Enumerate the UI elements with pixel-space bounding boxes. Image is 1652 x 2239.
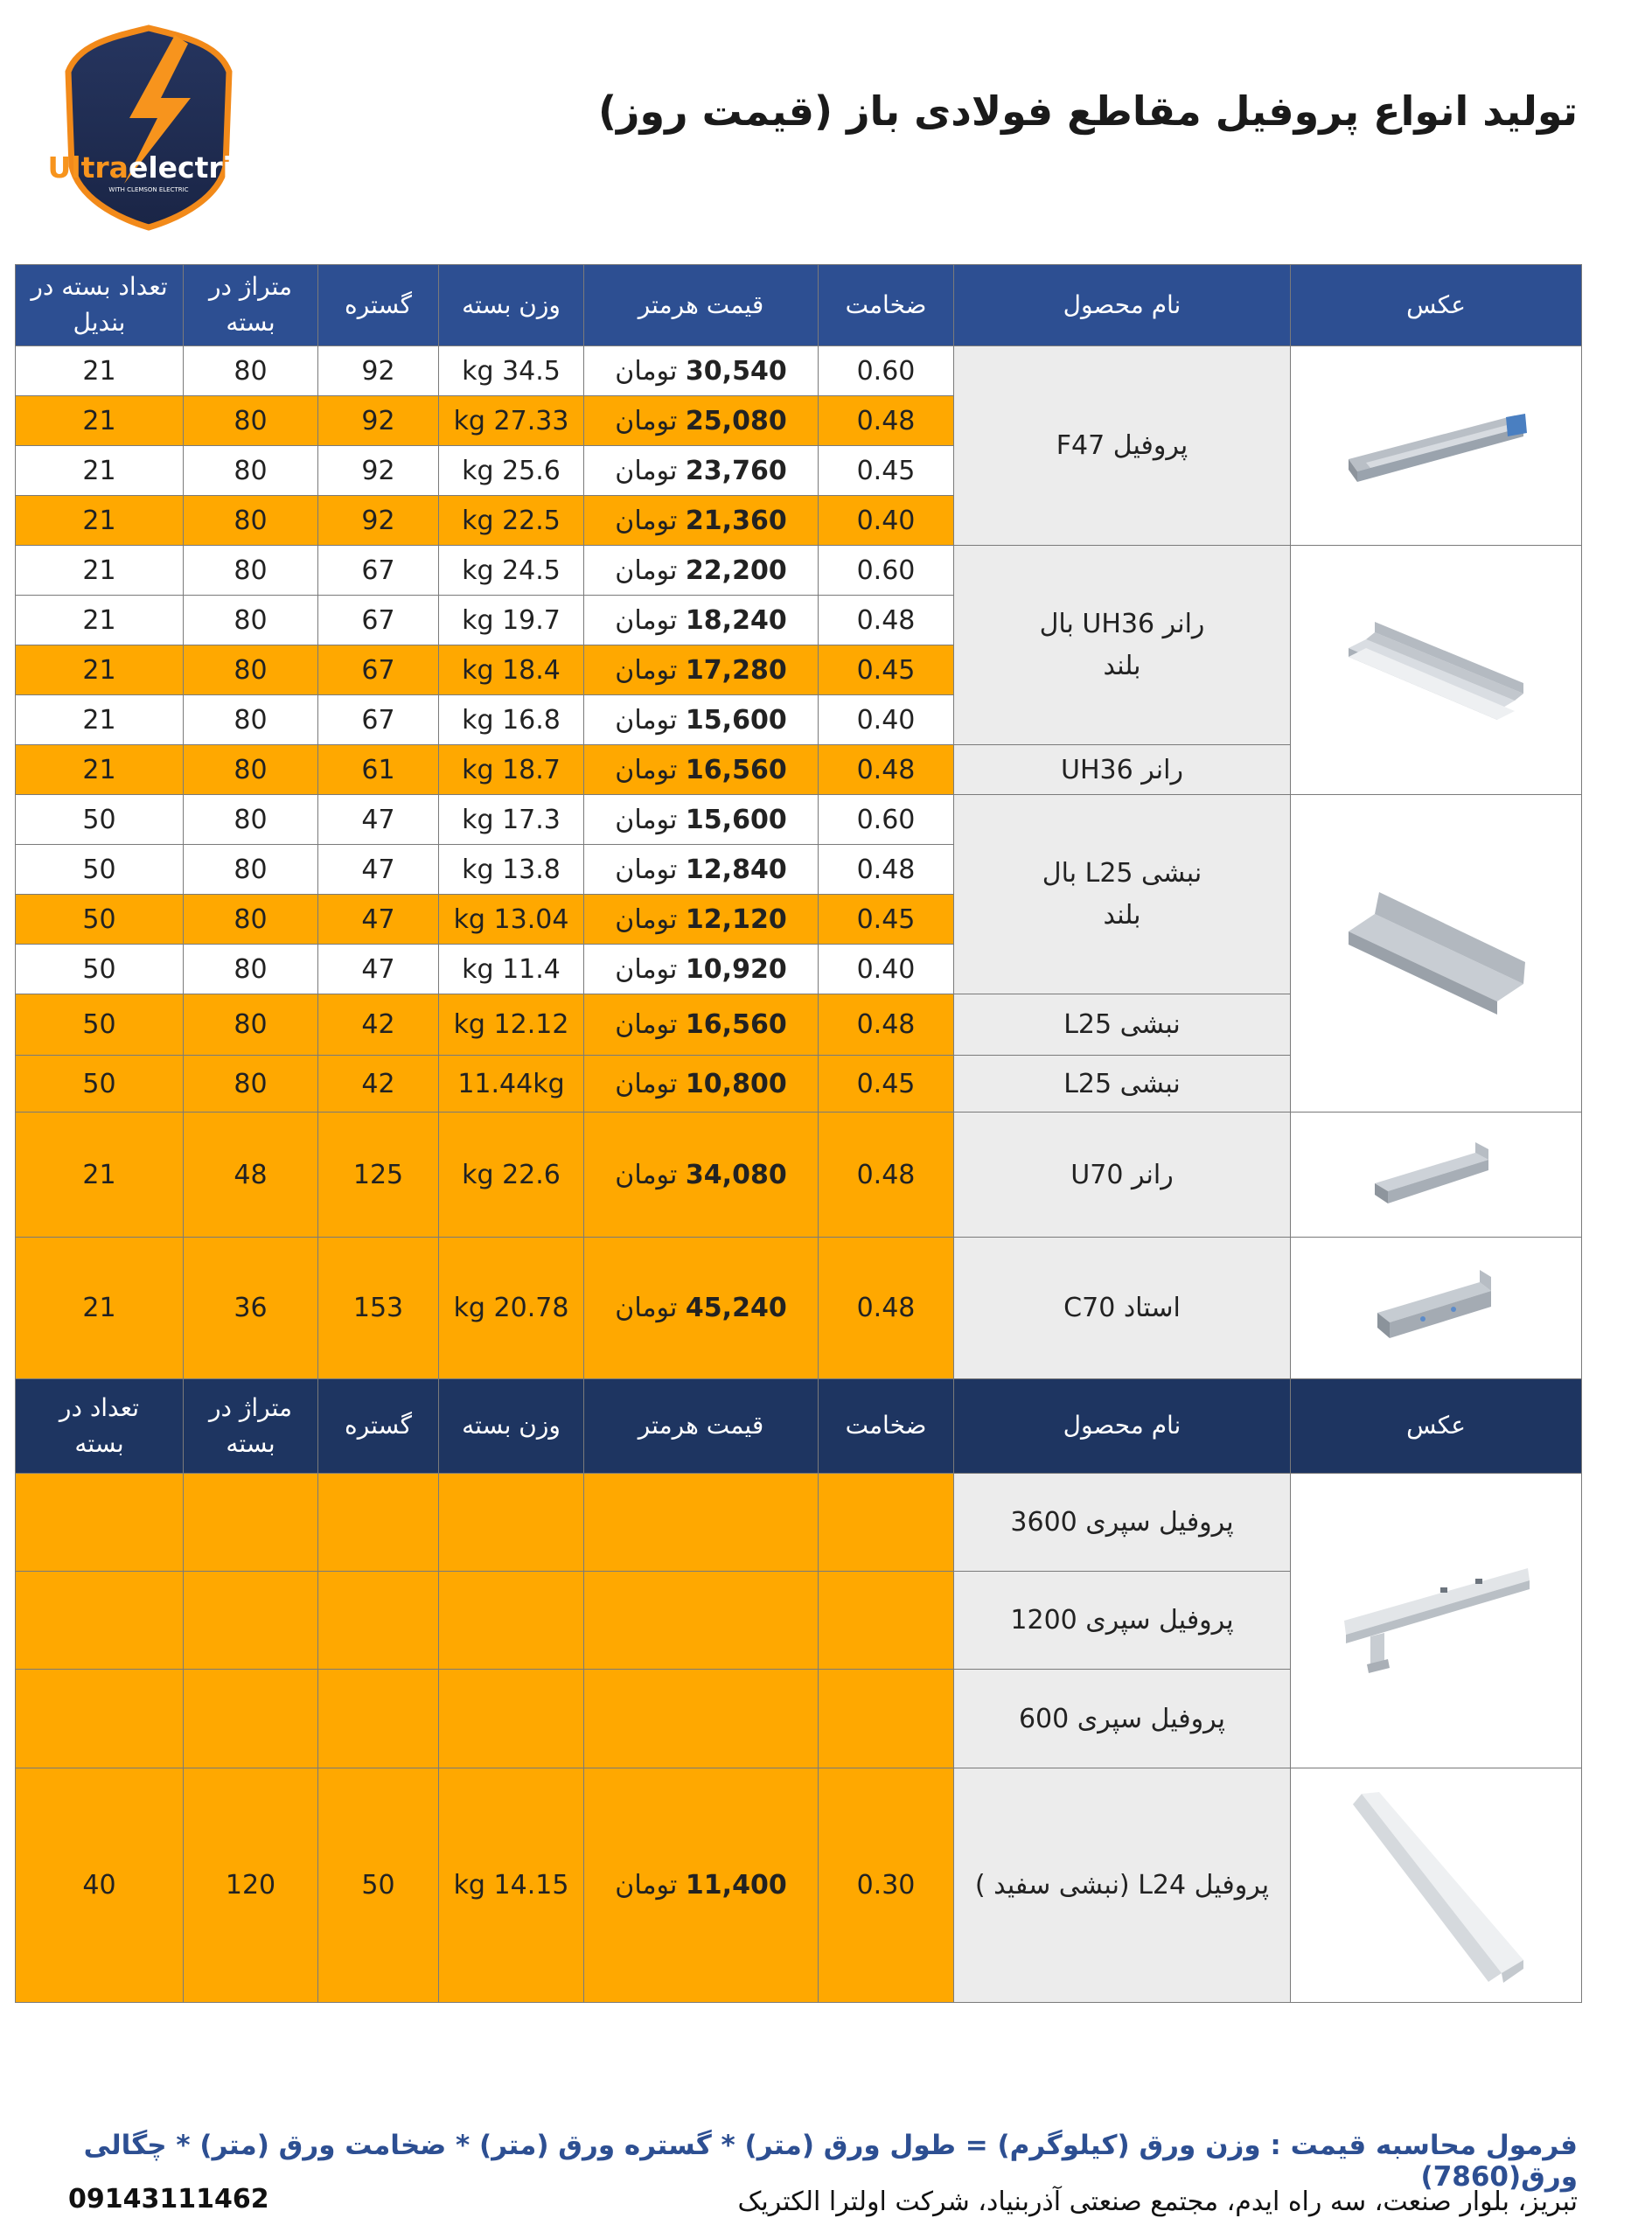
count-cell: 21 [16, 346, 184, 396]
col-header-price: قیمت هرمتر [584, 265, 819, 346]
count-cell: 50 [16, 845, 184, 895]
thickness-cell: 0.40 [819, 695, 954, 745]
range-cell: 67 [318, 596, 439, 645]
phone-number: 09143111462 [68, 2184, 269, 2215]
price-cell [584, 1670, 819, 1768]
col-header-image: عکس [1291, 1379, 1582, 1474]
range-cell: 92 [318, 346, 439, 396]
price-cell: 10,800 تومان [584, 1056, 819, 1113]
weight-cell: 22.5 kg [439, 496, 584, 546]
range-cell: 153 [318, 1238, 439, 1379]
thickness-cell [819, 1474, 954, 1572]
meterage-cell: 80 [184, 645, 318, 695]
weight-cell: 16.8 kg [439, 695, 584, 745]
weight-cell [439, 1474, 584, 1572]
thickness-cell: 0.45 [819, 645, 954, 695]
thickness-cell: 0.60 [819, 346, 954, 396]
price-cell: 15,600 تومان [584, 695, 819, 745]
table-row [16, 795, 1582, 845]
thickness-cell: 0.30 [819, 1768, 954, 2003]
meterage-cell: 80 [184, 945, 318, 994]
weight-cell: 25.6 kg [439, 446, 584, 496]
count-cell: 21 [16, 745, 184, 795]
meterage-cell [184, 1572, 318, 1670]
price-cell: 21,360 تومان [584, 496, 819, 546]
weight-cell: 27.33 kg [439, 396, 584, 446]
product-name: رانر UH36 [954, 745, 1291, 795]
count-cell [16, 1572, 184, 1670]
price-cell: 15,600 تومان [584, 795, 819, 845]
range-cell: 47 [318, 895, 439, 945]
weight-cell: 18.4 kg [439, 645, 584, 695]
meterage-cell: 80 [184, 596, 318, 645]
count-cell: 50 [16, 895, 184, 945]
price-cell: 23,760 تومان [584, 446, 819, 496]
thickness-cell: 0.45 [819, 446, 954, 496]
count-cell: 50 [16, 1056, 184, 1113]
product-name: پروفیل سپری 600 [954, 1670, 1291, 1768]
price-cell: 22,200 تومان [584, 546, 819, 596]
thickness-cell: 0.40 [819, 496, 954, 546]
weight-cell: 14.15 kg [439, 1768, 584, 2003]
col-header-meterage: متراژ در بسته [184, 265, 318, 346]
col-header-product: نام محصول [954, 1379, 1291, 1474]
product-image-u70 [1291, 1113, 1582, 1238]
meterage-cell: 80 [184, 546, 318, 596]
meterage-cell: 120 [184, 1768, 318, 2003]
product-name: پروفیل F47 [954, 346, 1291, 546]
product-name: نبشی L25 [954, 994, 1291, 1056]
weight-cell: 18.7 kg [439, 745, 584, 795]
price-formula: فرمول محاسبه قیمت : وزن ورق (کیلوگرم) = طول ورق (متر) * گستره ورق (متر) * ضخامت ورق (متر) * چگالی ورق(7860) [83, 2130, 1578, 2193]
thickness-cell: 0.48 [819, 596, 954, 645]
price-cell: 10,920 تومان [584, 945, 819, 994]
range-cell: 67 [318, 546, 439, 596]
weight-cell: 34.5 kg [439, 346, 584, 396]
col-header-count: تعداد در بسته [16, 1379, 184, 1474]
thickness-cell: 0.48 [819, 845, 954, 895]
thickness-cell: 0.60 [819, 546, 954, 596]
range-cell: 42 [318, 994, 439, 1056]
col-header-thickness: ضخامت [819, 265, 954, 346]
count-cell: 50 [16, 994, 184, 1056]
meterage-cell: 80 [184, 795, 318, 845]
meterage-cell: 80 [184, 994, 318, 1056]
thickness-cell: 0.40 [819, 945, 954, 994]
col-header-thickness: ضخامت [819, 1379, 954, 1474]
meterage-cell [184, 1474, 318, 1572]
product-image-uh36 [1291, 546, 1582, 795]
price-cell: 45,240 تومان [584, 1238, 819, 1379]
count-cell [16, 1474, 184, 1572]
table-row [16, 1238, 1582, 1379]
page-title: تولید انواع پروفیل مقاطع فولادی باز (قیمت روز) [598, 87, 1578, 135]
count-cell: 50 [16, 945, 184, 994]
col-header-product: نام محصول [954, 265, 1291, 346]
product-name: رانر UH36 بال بلند [954, 546, 1291, 745]
range-cell: 92 [318, 446, 439, 496]
weight-cell: 19.7 kg [439, 596, 584, 645]
col-header-meterage: متراژ در بسته [184, 1379, 318, 1474]
company-address: تبریز، بلوار صنعت، سه راه ایدم، مجتمع صنعتی آذربنیاد، شرکت اولترا الکتریک [737, 2187, 1578, 2217]
count-cell: 21 [16, 496, 184, 546]
price-cell: 12,120 تومان [584, 895, 819, 945]
price-cell: 34,080 تومان [584, 1113, 819, 1238]
thickness-cell: 0.48 [819, 396, 954, 446]
weight-cell: 13.8 kg [439, 845, 584, 895]
count-cell: 50 [16, 795, 184, 845]
meterage-cell: 80 [184, 695, 318, 745]
weight-cell: 12.12 kg [439, 994, 584, 1056]
col-header-price: قیمت هرمتر [584, 1379, 819, 1474]
product-name: پروفیل سپری 1200 [954, 1572, 1291, 1670]
table-row [16, 546, 1582, 596]
product-image-f47 [1291, 346, 1582, 546]
range-cell: 47 [318, 945, 439, 994]
weight-cell: 17.3 kg [439, 795, 584, 845]
thickness-cell: 0.45 [819, 895, 954, 945]
range-cell: 67 [318, 645, 439, 695]
weight-cell: 20.78 kg [439, 1238, 584, 1379]
count-cell: 21 [16, 695, 184, 745]
range-cell: 47 [318, 845, 439, 895]
col-header-image: عکس [1291, 265, 1582, 346]
meterage-cell: 80 [184, 895, 318, 945]
table-header-row [16, 265, 1582, 346]
price-cell: 11,400 تومان [584, 1768, 819, 2003]
count-cell [16, 1670, 184, 1768]
count-cell: 21 [16, 546, 184, 596]
thickness-cell: 0.48 [819, 745, 954, 795]
thickness-cell: 0.48 [819, 994, 954, 1056]
company-logo [44, 17, 254, 236]
product-name: نبشی L25 [954, 1056, 1291, 1113]
thickness-cell [819, 1670, 954, 1768]
table-header-row-2 [16, 1379, 1582, 1474]
thickness-cell [819, 1572, 954, 1670]
svg-text:WITH CLEMSON ELECTRIC: WITH CLEMSON ELECTRIC [108, 186, 189, 193]
count-cell: 21 [16, 396, 184, 446]
meterage-cell: 48 [184, 1113, 318, 1238]
product-image-l24 [1291, 1768, 1582, 2003]
table-row [16, 1474, 1582, 1572]
col-header-weight: وزن بسته [439, 265, 584, 346]
range-cell: 42 [318, 1056, 439, 1113]
count-cell: 21 [16, 1113, 184, 1238]
thickness-cell: 0.45 [819, 1056, 954, 1113]
product-image-l25 [1291, 795, 1582, 1113]
price-cell [584, 1572, 819, 1670]
price-cell: 12,840 تومان [584, 845, 819, 895]
count-cell: 40 [16, 1768, 184, 2003]
meterage-cell: 80 [184, 745, 318, 795]
price-cell: 16,560 تومان [584, 745, 819, 795]
col-header-count: تعداد بسته در بندیل [16, 265, 184, 346]
weight-cell: 24.5 kg [439, 546, 584, 596]
meterage-cell: 80 [184, 446, 318, 496]
price-table [15, 264, 1582, 2003]
meterage-cell: 36 [184, 1238, 318, 1379]
thickness-cell: 0.48 [819, 1113, 954, 1238]
product-image-tbar [1291, 1474, 1582, 1768]
meterage-cell: 80 [184, 1056, 318, 1113]
svg-text:Ultraelectric: Ultraelectric [47, 150, 250, 185]
meterage-cell: 80 [184, 845, 318, 895]
range-cell: 61 [318, 745, 439, 795]
price-cell: 18,240 تومان [584, 596, 819, 645]
price-cell [584, 1474, 819, 1572]
price-cell: 16,560 تومان [584, 994, 819, 1056]
count-cell: 21 [16, 596, 184, 645]
weight-cell [439, 1670, 584, 1768]
count-cell: 21 [16, 1238, 184, 1379]
price-cell: 25,080 تومان [584, 396, 819, 446]
thickness-cell: 0.48 [819, 1238, 954, 1379]
table-row [16, 1768, 1582, 2003]
price-cell: 17,280 تومان [584, 645, 819, 695]
range-cell: 92 [318, 396, 439, 446]
product-name: رانر U70 [954, 1113, 1291, 1238]
product-image-c70 [1291, 1238, 1582, 1379]
weight-cell [439, 1572, 584, 1670]
range-cell: 92 [318, 496, 439, 546]
col-header-range: گستره [318, 1379, 439, 1474]
product-name: پروفیل L24 (نبشی سفید ) [954, 1768, 1291, 2003]
meterage-cell [184, 1670, 318, 1768]
weight-cell: 11.4 kg [439, 945, 584, 994]
range-cell: 50 [318, 1768, 439, 2003]
count-cell: 21 [16, 446, 184, 496]
meterage-cell: 80 [184, 346, 318, 396]
weight-cell: 11.44kg [439, 1056, 584, 1113]
meterage-cell: 80 [184, 496, 318, 546]
meterage-cell: 80 [184, 396, 318, 446]
range-cell: 67 [318, 695, 439, 745]
product-name: نبشی L25 بال بلند [954, 795, 1291, 994]
product-name: پروفیل سپری 3600 [954, 1474, 1291, 1572]
range-cell [318, 1670, 439, 1768]
range-cell [318, 1572, 439, 1670]
table-row [16, 346, 1582, 396]
table-row [16, 1113, 1582, 1238]
count-cell: 21 [16, 645, 184, 695]
thickness-cell: 0.60 [819, 795, 954, 845]
col-header-weight: وزن بسته [439, 1379, 584, 1474]
range-cell: 47 [318, 795, 439, 845]
range-cell [318, 1474, 439, 1572]
product-name: استاد C70 [954, 1238, 1291, 1379]
range-cell: 125 [318, 1113, 439, 1238]
col-header-range: گستره [318, 265, 439, 346]
price-cell: 30,540 تومان [584, 346, 819, 396]
weight-cell: 22.6 kg [439, 1113, 584, 1238]
weight-cell: 13.04 kg [439, 895, 584, 945]
